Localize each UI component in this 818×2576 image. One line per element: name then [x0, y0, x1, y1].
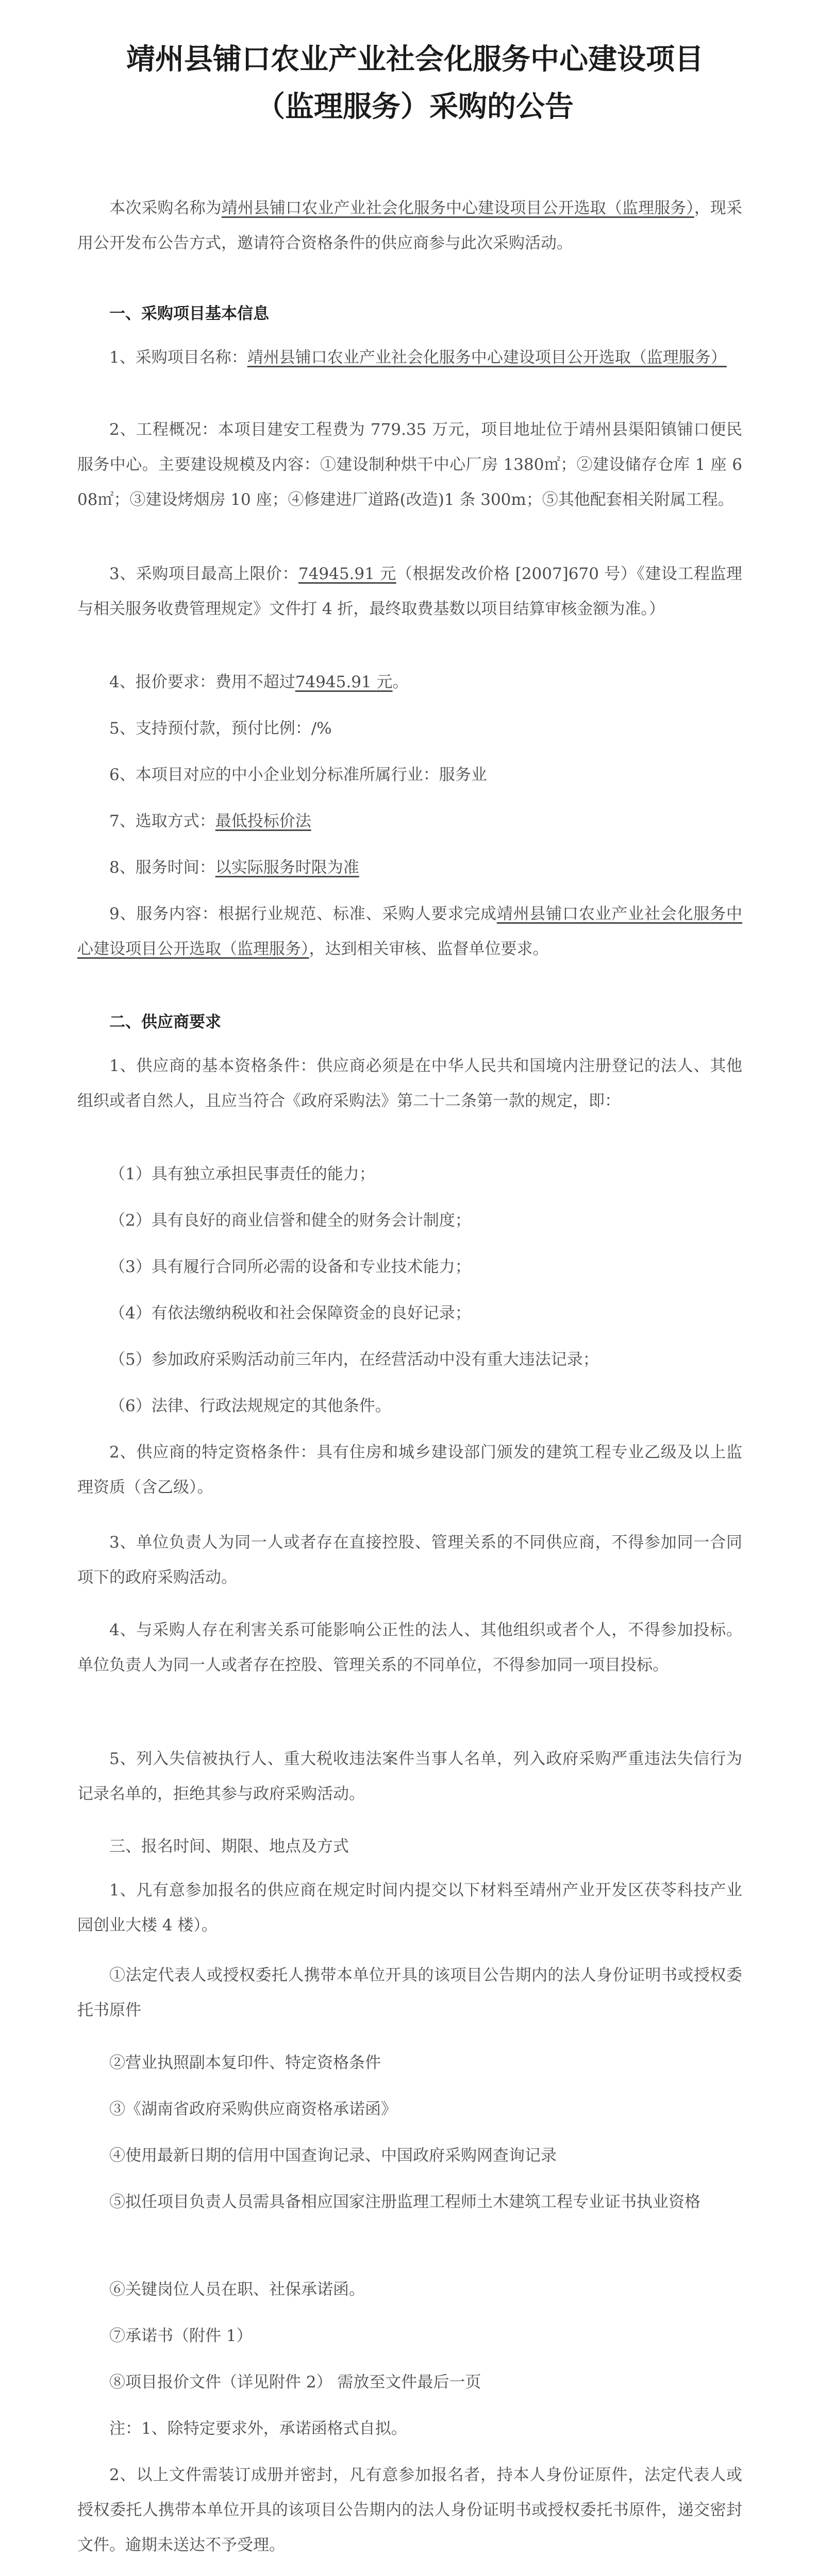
paragraph — [77, 1958, 742, 2028]
text-run: 7、选取方式： — [109, 812, 215, 831]
paragraph — [77, 191, 742, 261]
text-run: 4、报价要求：费用不超过 — [109, 673, 295, 691]
paragraph — [77, 1613, 742, 1683]
text-run: 一、采购项目基本信息 — [109, 304, 269, 323]
paragraph — [77, 1741, 742, 1811]
text-run: ④使用最新日期的信用中国查询记录、中国政府采购网查询记录 — [109, 2146, 557, 2165]
text-run: 5、支持预付款，预付比例：/% — [109, 719, 332, 738]
text-run: 5、列入失信被执行人、重大税收违法案件当事人名单，列入政府采购严重违法失信行为记录名单的，拒绝其参与政府采购活动。 — [77, 1750, 742, 1803]
text-run: （6）法律、行政法规规定的其他条件。 — [109, 1397, 391, 1415]
text-run: ，现采用公开发布公告方式，邀请符合资格条件的供应商参与此次采购活动。 — [77, 199, 743, 252]
text-run: 1、凡有意参加报名的供应商在规定时间内提交以下材料至靖州产业开发区茯苓科技产业园创业大楼 4 楼）。 — [77, 1881, 742, 1935]
paragraph — [77, 1296, 742, 1331]
text-run: 1、供应商的基本资格条件：供应商必须是在中华人民共和国境内注册登记的法人、其他组织或者自然人，且应当符合《政府采购法》第二十二条第一款的规定，即： — [77, 1057, 742, 1110]
paragraph — [77, 665, 742, 700]
paragraph — [77, 711, 742, 746]
text-run: 2、以上文件需装订成册并密封，凡有意参加报名者，持本人身份证原件，法定代表人或授权委托人携带本单位开具的该项目公告期内的法人身份证明书或授权委托书原件，递交密封文件。逾期未送达不予受理。 — [77, 2466, 742, 2554]
paragraph — [77, 1829, 742, 1864]
paragraph — [77, 340, 742, 375]
underlined-text: 靖州县铺口农业产业社会化服务中心建设项目公开选取（监理服务） — [77, 905, 742, 958]
text-run: 3、采购项目最高上限价： — [109, 565, 298, 583]
underlined-text: 最低投标价法 — [215, 812, 311, 831]
paragraph — [77, 2184, 742, 2219]
text-run: ，达到相关审核、监督单位要求。 — [309, 940, 549, 958]
paragraph — [77, 757, 742, 792]
text-run: 三、报名时间、期限、地点及方式 — [109, 1837, 349, 1856]
paragraph — [77, 2365, 742, 2400]
text-run: 3、单位负责人为同一人或者存在直接控股、管理关系的不同供应商，不得参加同一合同项下的政府采购活动。 — [77, 1533, 742, 1587]
paragraph — [77, 850, 742, 885]
paragraph — [77, 1873, 742, 1943]
text-run: （1）具有独立承担民事责任的能力； — [109, 1165, 375, 1183]
text-run: 2、工程概况：本项目建安工程费为 779.35 万元，项目地址位于靖州县渠阳镇铺口便民服务中心。主要建设规模及内容：①建设制种烘干中心厂房 1380㎡；②建设储存仓库 1 座 608㎡；③建设烤烟房 10 座；④修建进厂道路(改造)1 条 300m；⑤其他配套相关附属工程。 — [77, 420, 742, 509]
paragraph — [77, 2092, 742, 2127]
paragraph — [77, 2318, 742, 2353]
paragraph — [77, 1048, 742, 1118]
paragraph — [77, 556, 742, 626]
text-run: 4、与采购人存在利害关系可能影响公正性的法人、其他组织或者个人，不得参加投标。单位负责人为同一人或者存在控股、管理关系的不同单位，不得参加同一项目投标。 — [77, 1621, 742, 1674]
paragraph — [77, 1342, 742, 1377]
text-run: 9、服务内容：根据行业规范、标准、采购人要求完成 — [109, 905, 497, 923]
text-run: （2）具有良好的商业信誉和健全的财务会计制度； — [109, 1211, 471, 1230]
paragraph — [77, 412, 742, 517]
text-run: 注：1、除特定要求外，承诺函格式自拟。 — [109, 2419, 407, 2438]
paragraph — [77, 804, 742, 839]
text-run: ②营业执照副本复印件、特定资格条件 — [109, 2054, 381, 2072]
paragraph — [77, 1203, 742, 1238]
section-heading — [77, 296, 742, 331]
paragraph — [77, 1388, 742, 1423]
text-run: ⑦承诺书（附件 1） — [109, 2327, 253, 2345]
text-run: ⑥关键岗位人员在职、社保承诺函。 — [109, 2280, 365, 2299]
paragraph — [77, 2045, 742, 2080]
text-run: 1、采购项目名称： — [109, 348, 247, 367]
underlined-text: 74945.91 元 — [298, 565, 396, 583]
text-run: ⑧项目报价文件（详见附件 2） 需放至文件最后一页 — [109, 2373, 481, 2392]
text-run: （根据发改价格 [2007]670 号）《建设工程监理与相关服务收费管理规定》文件打 4 折，最终取费基数以项目结算审核金额为准。） — [77, 565, 742, 618]
text-run: 本次采购名称为 — [77, 199, 222, 217]
paragraph — [77, 2458, 742, 2563]
underlined-text: 靖州县铺口农业产业社会化服务中心建设项目公开选取（监理服务） — [221, 199, 694, 217]
text-run: 2、供应商的特定资格条件：具有住房和城乡建设部门颁发的建筑工程专业乙级及以上监理资质（含乙级）。 — [77, 1443, 742, 1497]
text-run: （3）具有履行合同所必需的设备和专业技术能力； — [109, 1258, 471, 1276]
section-heading — [77, 1005, 742, 1040]
text-run: ③《湖南省政府采购供应商资格承诺函》 — [109, 2100, 397, 2119]
paragraph — [77, 1157, 742, 1192]
text-run: （4）有依法缴纳税收和社会保障资金的良好记录； — [109, 1304, 471, 1323]
paragraph — [77, 1525, 742, 1595]
page-title: 靖州县铺口农业产业社会化服务中心建设项目（监理服务）采购的公告 — [126, 43, 704, 124]
text-run: ①法定代表人或授权委托人携带本单位开具的该项目公告期内的法人身份证明书或授权委托书原件 — [77, 1966, 742, 2020]
text-run: ⑤拟任项目负责人员需具备相应国家注册监理工程师土木建筑工程专业证书执业资格 — [109, 2193, 700, 2211]
underlined-text: 74945.91 元 — [295, 673, 393, 691]
text-run: （5）参加政府采购活动前三年内，在经营活动中没有重大违法记录； — [109, 1350, 599, 1369]
text-run: 6、本项目对应的中小企业划分标准所属行业：服务业 — [109, 766, 487, 784]
paragraph — [77, 2411, 742, 2446]
text-run: 8、服务时间： — [109, 858, 215, 877]
text-run: 。 — [392, 673, 409, 691]
underlined-text: 靖州县铺口农业产业社会化服务中心建设项目公开选取（监理服务） — [247, 348, 727, 367]
paragraph — [77, 896, 742, 967]
paragraph — [77, 1435, 742, 1505]
paragraph — [77, 1249, 742, 1284]
text-run: 二、供应商要求 — [109, 1013, 221, 1031]
paragraph — [77, 2138, 742, 2173]
underlined-text: 以实际服务时限为准 — [215, 858, 359, 877]
paragraph — [77, 2272, 742, 2307]
